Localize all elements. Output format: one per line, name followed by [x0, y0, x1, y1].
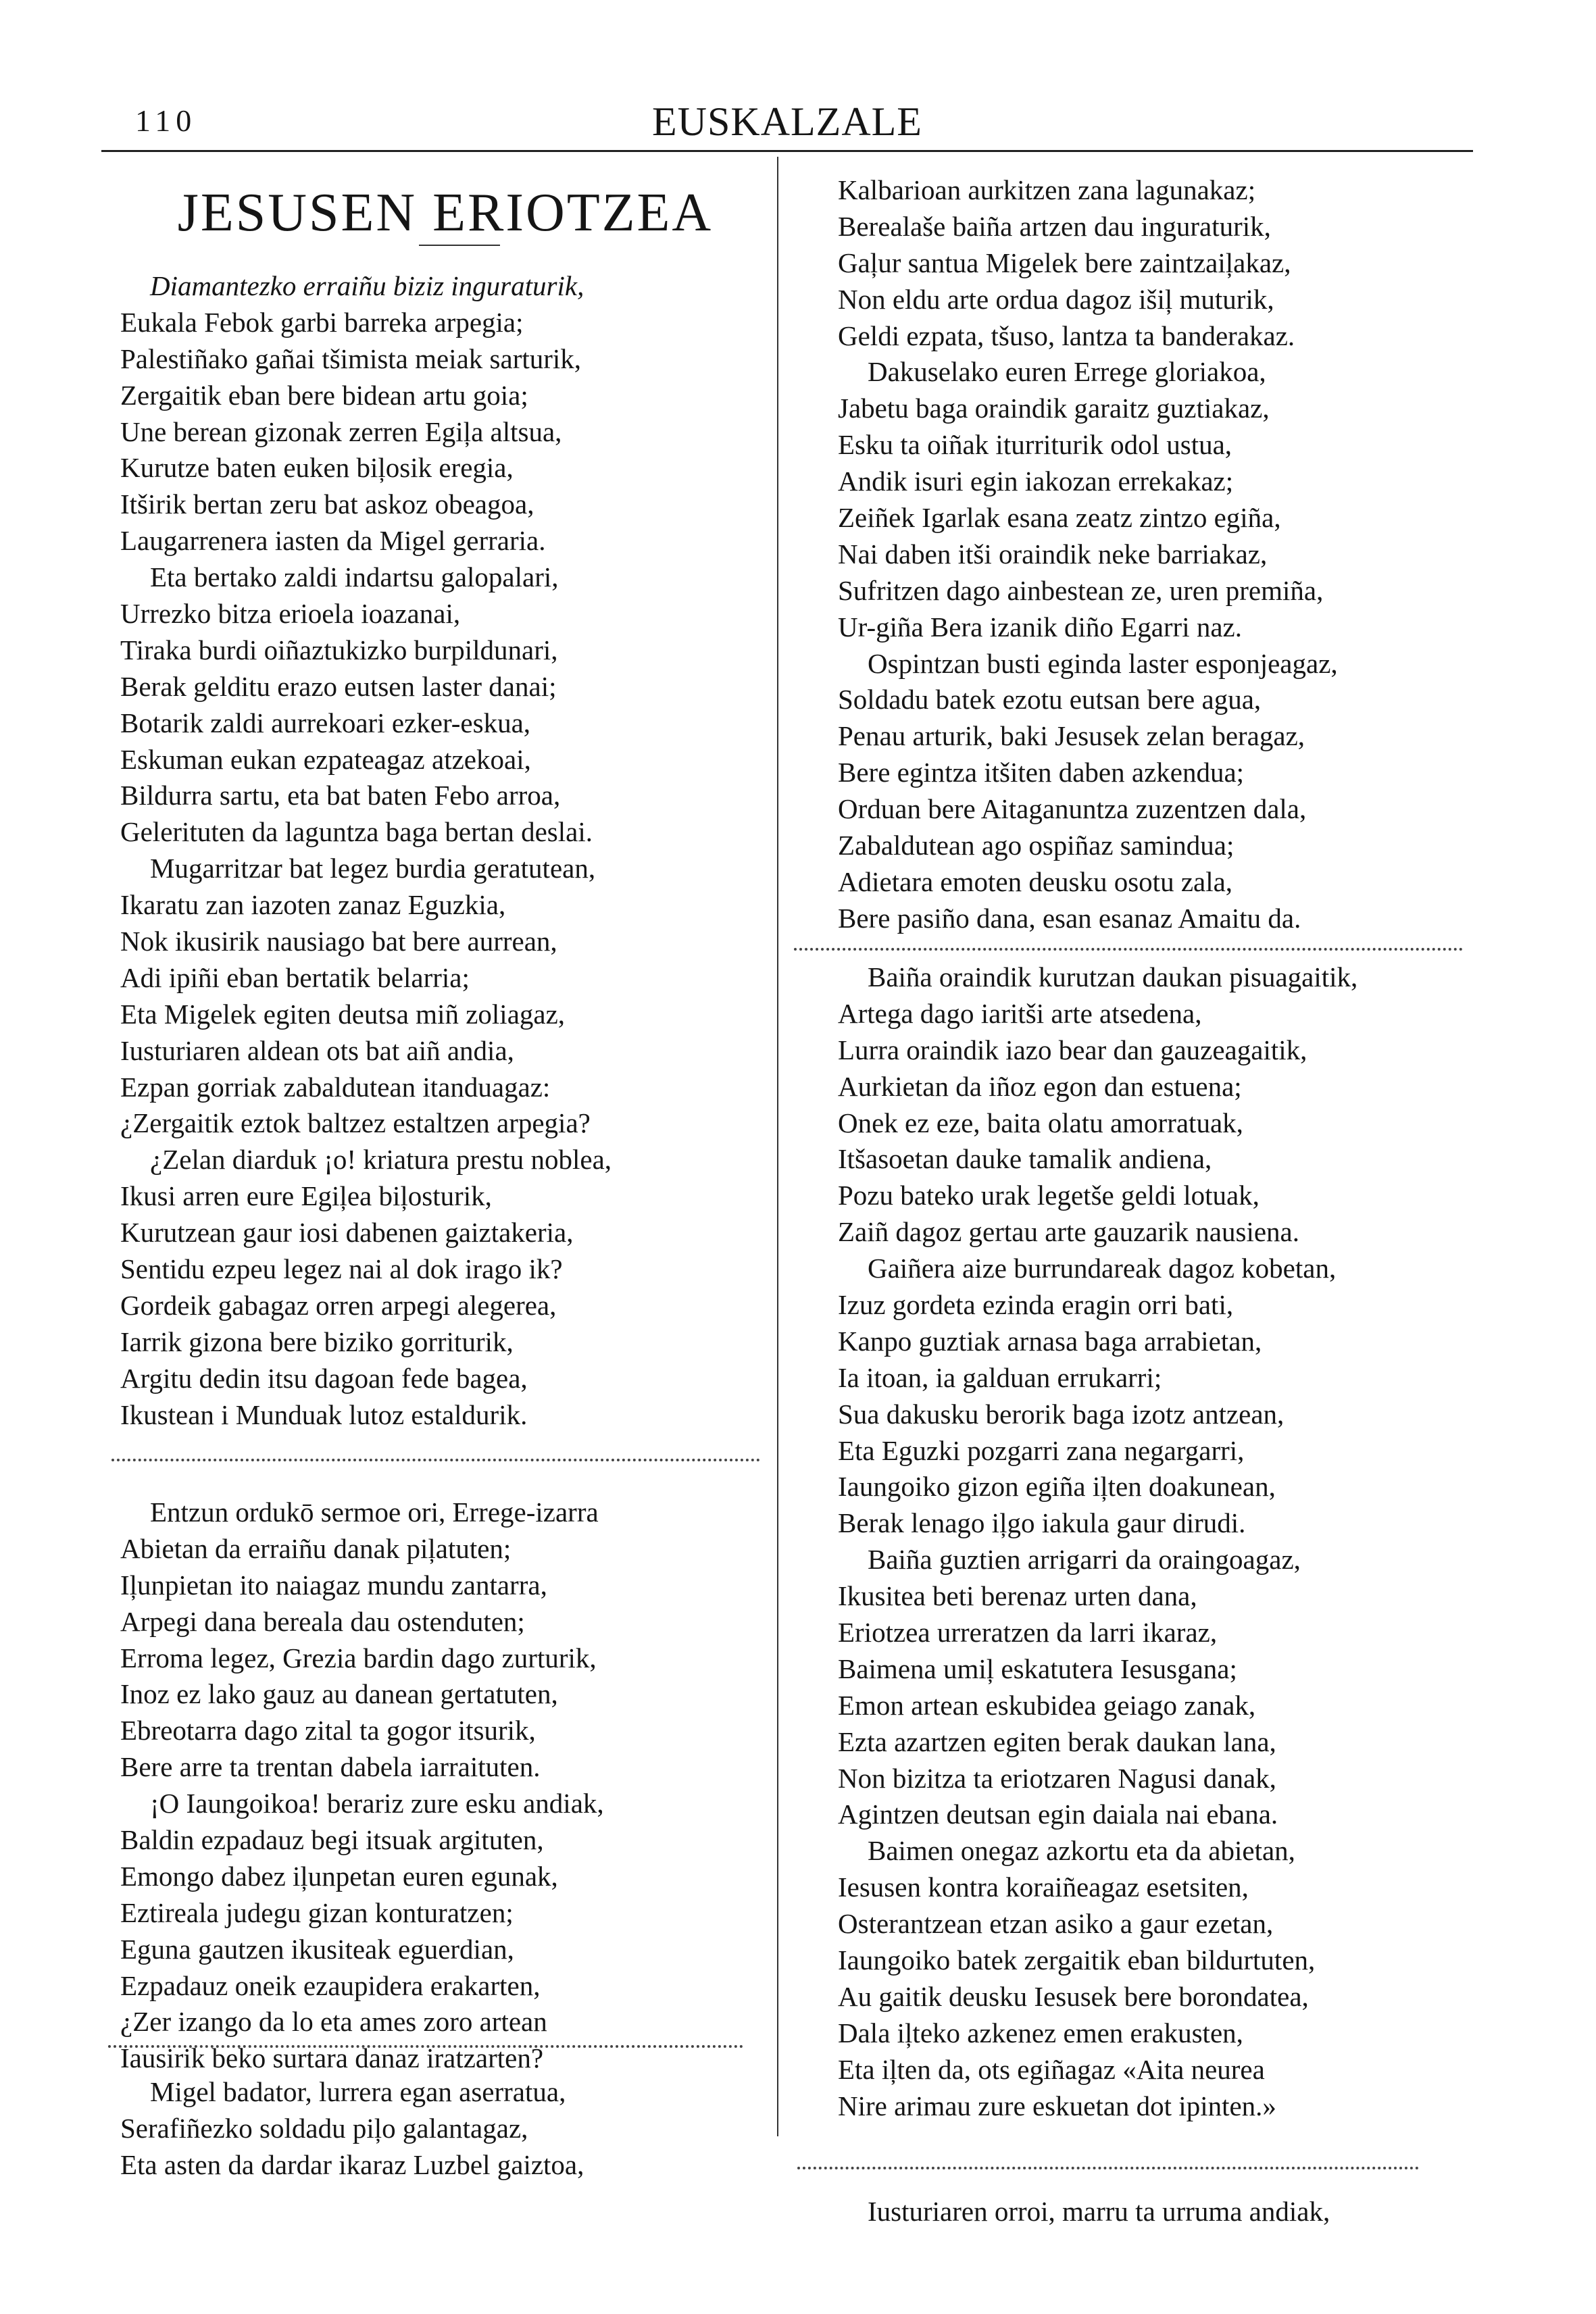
- verse-line: Kalbarioan aurkitzen zana lagunakaz;: [838, 174, 1256, 205]
- verse-line: Penau arturik, baki Jesusek zelan beragaz,: [838, 720, 1305, 752]
- verse-line: Emongo dabez iļunpetan euren egunak,: [120, 1860, 558, 1892]
- running-header: [101, 95, 1473, 149]
- verse-line: Baimen onegaz azkortu eta da abietan,: [868, 1835, 1295, 1867]
- left-stanza-3: [120, 2074, 770, 2184]
- verse-line: Eukala Febok garbi barreka arpegia;: [120, 306, 524, 338]
- journal-title: EUSKALZALE: [652, 99, 922, 144]
- verse-line: Bere pasiño dana, esan esanaz Amaitu da.: [838, 902, 1301, 934]
- verse-line: Erroma legez, Grezia bardin dago zurturik,: [120, 1642, 597, 1674]
- verse-line: Gaiñera aize burrundareak dagoz kobetan,: [868, 1253, 1337, 1284]
- verse-line: Emon artean eskubidea geiago zanak,: [838, 1689, 1256, 1721]
- right-stanza-3: [808, 2194, 1470, 2230]
- verse-line: Inoz ez lako gauz au danean gertatuten,: [120, 1678, 558, 1710]
- column-divider: [777, 157, 778, 2136]
- verse-line: Itšasoetan dauke tamalik andiena,: [838, 1143, 1212, 1175]
- verse-line: Ikusitea beti berenaz urten dana,: [838, 1580, 1197, 1612]
- verse-line: Gaļur santua Migelek bere zaintzaiļakaz,: [838, 247, 1291, 278]
- left-stanza-2: [120, 1494, 770, 2077]
- verse-line: Eta Eguzki pozgarri zana negargarri,: [838, 1434, 1245, 1466]
- verse-line: Laugarrenera iasten da Migel gerraria.: [120, 525, 546, 557]
- verse-line: Bere egintza itšiten daben azkendua;: [838, 757, 1245, 788]
- verse-line: Artega dago iaritši arte atsedena,: [838, 997, 1202, 1029]
- verse-line: Botarik zaldi aurrekoari ezker-eskua,: [120, 707, 531, 738]
- verse-line: Osterantzean etzan asiko a gaur ezetan,: [838, 1908, 1274, 1940]
- verse-line: Dala iļteko azkenez emen erakusten,: [838, 2017, 1243, 2048]
- verse-line: Baimena umiļ eskatutera Iesusgana;: [838, 1653, 1237, 1684]
- verse-line: Baldin ezpadauz begi itsuak argituten,: [120, 1824, 544, 1856]
- dotted-separator: [108, 2045, 743, 2048]
- verse-line: Ikaratu zan iazoten zanaz Eguzkia,: [120, 889, 506, 921]
- verse-line: Iaungoiko gizon egiña iļten doakunean,: [838, 1471, 1276, 1503]
- verse-line: Geldi ezpata, tšuso, lantza ta banderakaz.: [838, 320, 1295, 351]
- verse-line: Non eldu arte ordua dagoz išiļ muturik,: [838, 283, 1274, 315]
- verse-line: Nai daben itši oraindik neke barriakaz,: [838, 538, 1268, 570]
- verse-line: Kurutzean gaur iosi dabenen gaiztakeria,: [120, 1217, 574, 1249]
- verse-line: Dakuselako euren Errege gloriakoa,: [868, 356, 1266, 388]
- verse-line: Itširik bertan zeru bat askoz obeagoa,: [120, 488, 534, 520]
- verse-line: ¡O Iaungoikoa! berariz zure esku andiak,: [150, 1788, 604, 1819]
- verse-line: Esku ta oiñak iturriturik odol ustua,: [838, 429, 1232, 461]
- verse-line: Baiña oraindik kurutzan daukan pisuagaitik,: [868, 961, 1358, 992]
- verse-line: Eskuman eukan ezpateagaz atzekoai,: [120, 743, 531, 775]
- verse-line: Adietara emoten deusku osotu zala,: [838, 865, 1233, 897]
- verse-line: Iaungoiko batek zergaitik eban bildurtuten,: [838, 1944, 1316, 1976]
- verse-line: Entzun ordukō sermoe ori, Errege-izarra: [150, 1496, 599, 1528]
- verse-line: Ur-giña Bera izanik diño Egarri naz.: [838, 611, 1242, 643]
- verse-line: Serafiñezko soldadu piļo galantagaz,: [120, 2112, 528, 2144]
- verse-line: Ospintzan busti eginda laster esponjeagaz,: [868, 647, 1338, 679]
- verse-line: Ikusi arren eure Egiļea biļosturik,: [120, 1180, 492, 1212]
- verse-line: Zaiñ dagoz gertau arte gauzarik nausiena.: [838, 1216, 1299, 1248]
- verse-line: Orduan bere Aitaganuntza zuzentzen dala,: [838, 793, 1307, 825]
- verse-line: Onek ez eze, baita olatu amorratuak,: [838, 1107, 1243, 1138]
- right-stanza-1: [808, 172, 1470, 937]
- title-rule: [419, 245, 500, 246]
- verse-line: Baiña guztien arrigarri da oraingoagaz,: [868, 1544, 1301, 1576]
- verse-line: Berak gelditu erazo eutsen laster danai;: [120, 670, 557, 702]
- verse-line: Iusturiaren orroi, marru ta urruma andiak,: [868, 2196, 1330, 2227]
- verse-line: Diamantezko erraiñu biziz inguraturik,: [150, 270, 584, 301]
- verse-line: Iusturiaren aldean ots bat aiñ andia,: [120, 1034, 514, 1066]
- verse-line: Nok ikusirik nausiago bat bere aurrean,: [120, 926, 557, 957]
- verse-line: Sufritzen dago ainbestean ze, uren premiña,: [838, 574, 1324, 606]
- page-number: 110: [135, 103, 197, 138]
- right-stanza-2: [808, 959, 1470, 2125]
- verse-line: Urrezko bitza erioela ioazanai,: [120, 598, 461, 630]
- verse-line: Eguna gautzen ikusiteak eguerdian,: [120, 1933, 514, 1965]
- verse-line: Eriotzea urreratzen da larri ikaraz,: [838, 1617, 1218, 1649]
- verse-line: Mugarritzar bat legez burdia geratutean,: [150, 853, 596, 884]
- verse-line: Abietan da erraiñu danak piļatuten;: [120, 1532, 512, 1564]
- verse-line: Ikustean i Munduak lutoz estaldurik.: [120, 1399, 528, 1430]
- verse-line: Agintzen deutsan egin daiala nai ebana.: [838, 1799, 1278, 1830]
- verse-line: Kurutze baten euken biļosik eregia,: [120, 452, 514, 484]
- verse-line: Iesusen kontra koraiñeagaz esetsiten,: [838, 1871, 1249, 1903]
- verse-line: Zeiñek Igarlak esana zeatz zintzo egiña,: [838, 502, 1281, 534]
- verse-line: Jabetu baga oraindik garaitz guztiakaz,: [838, 393, 1270, 424]
- verse-line: Andik isuri egin iakozan errekakaz;: [838, 466, 1234, 497]
- dotted-separator: [111, 1459, 760, 1461]
- dotted-separator: [797, 2167, 1419, 2169]
- verse-line: Pozu bateko urak legetše geldi lotuak,: [838, 1180, 1260, 1211]
- verse-line: Ezta azartzen egiten berak daukan lana,: [838, 1726, 1276, 1757]
- verse-line: Sua dakusku berorik baga izotz antzean,: [838, 1398, 1285, 1430]
- verse-line: Ezpan gorriak zabaldutean itanduagaz:: [120, 1071, 551, 1103]
- verse-line: Ia itoan, ia galduan errukarri;: [838, 1361, 1162, 1393]
- verse-line: Soldadu batek ezotu eutsan bere agua,: [838, 684, 1262, 715]
- verse-line: Nire arimau zure eskuetan dot ipinten.»: [838, 2090, 1276, 2121]
- verse-line: ¿Zer izango da lo eta ames zoro artean: [120, 2006, 547, 2038]
- verse-line: Gordeik gabagaz orren arpegi alegerea,: [120, 1289, 557, 1321]
- verse-line: Palestiñako gañai tšimista meiak sarturik,: [120, 343, 582, 374]
- verse-line: Gelerituten da laguntza baga bertan deslai.: [120, 816, 593, 848]
- poem-title: JESUSEN ERIOTZEA: [177, 183, 714, 243]
- verse-line: Tiraka burdi oiñaztukizko burpildunari,: [120, 634, 558, 665]
- verse-line: Eztireala judegu gizan konturatzen;: [120, 1896, 514, 1928]
- left-stanza-1: [120, 268, 770, 1434]
- verse-line: Zabaldutean ago ospiñaz samindua;: [838, 830, 1235, 861]
- verse-line: Eta bertako zaldi indartsu galopalari,: [150, 561, 559, 593]
- verse-line: Ezpadauz oneik ezaupidera erakarten,: [120, 1969, 541, 2001]
- header-rule: [101, 150, 1473, 152]
- verse-line: Lurra oraindik iazo bear dan gauzeagaitik,: [838, 1034, 1307, 1065]
- verse-line: Ebreotarra dago zital ta gogor itsurik,: [120, 1715, 536, 1746]
- verse-line: Kanpo guztiak arnasa baga arrabietan,: [838, 1325, 1262, 1357]
- verse-line: Adi ipiñi eban bertatik belarria;: [120, 961, 470, 993]
- verse-line: Migel badator, lurrera egan aserratua,: [150, 2076, 566, 2107]
- verse-line: Berak lenago iļgo iakula gaur dirudi.: [838, 1507, 1246, 1539]
- verse-line: Bere arre ta trentan dabela iarraituten.: [120, 1751, 541, 1783]
- verse-line: Eta iļten da, ots egiñagaz «Aita neurea: [838, 2053, 1265, 2085]
- verse-line: Aurkietan da iñoz egon dan estuena;: [838, 1070, 1242, 1102]
- verse-line: Iļunpietan ito naiagaz mundu zantarra,: [120, 1569, 547, 1601]
- verse-line: Berealaše baiña artzen dau inguraturik,: [838, 210, 1271, 242]
- verse-line: Izuz gordeta ezinda eragin orri bati,: [838, 1289, 1234, 1321]
- verse-line: Sentidu ezpeu legez nai al dok irago ik?: [120, 1253, 563, 1285]
- verse-line: Bildurra sartu, eta bat baten Febo arroa,: [120, 780, 561, 811]
- verse-line: ¿Zergaitik eztok baltzez estaltzen arpegia?: [120, 1107, 591, 1139]
- verse-line: Arpegi dana bereala dau ostenduten;: [120, 1605, 525, 1637]
- verse-line: Une berean gizonak zerren Egiļa altsua,: [120, 416, 562, 447]
- verse-line: Eta asten da dardar ikaraz Luzbel gaiztoa,: [120, 2148, 584, 2180]
- verse-line: Iausirik beko surtara danaz iratzarten?: [120, 2042, 544, 2074]
- verse-line: Eta Migelek egiten deutsa miñ zoliagaz,: [120, 998, 566, 1030]
- dotted-separator: [794, 948, 1463, 951]
- verse-line: Zergaitik eban bere bidean artu goia;: [120, 379, 528, 411]
- verse-line: Argitu dedin itsu dagoan fede bagea,: [120, 1362, 528, 1394]
- verse-line: Non bizitza ta eriotzaren Nagusi danak,: [838, 1762, 1276, 1794]
- verse-line: Au gaitik deusku Iesusek bere borondatea,: [838, 1980, 1309, 2012]
- verse-line: Iarrik gizona bere biziko gorriturik,: [120, 1326, 514, 1357]
- verse-line: ¿Zelan diarduk ¡o! kriatura prestu noblea,: [150, 1144, 612, 1176]
